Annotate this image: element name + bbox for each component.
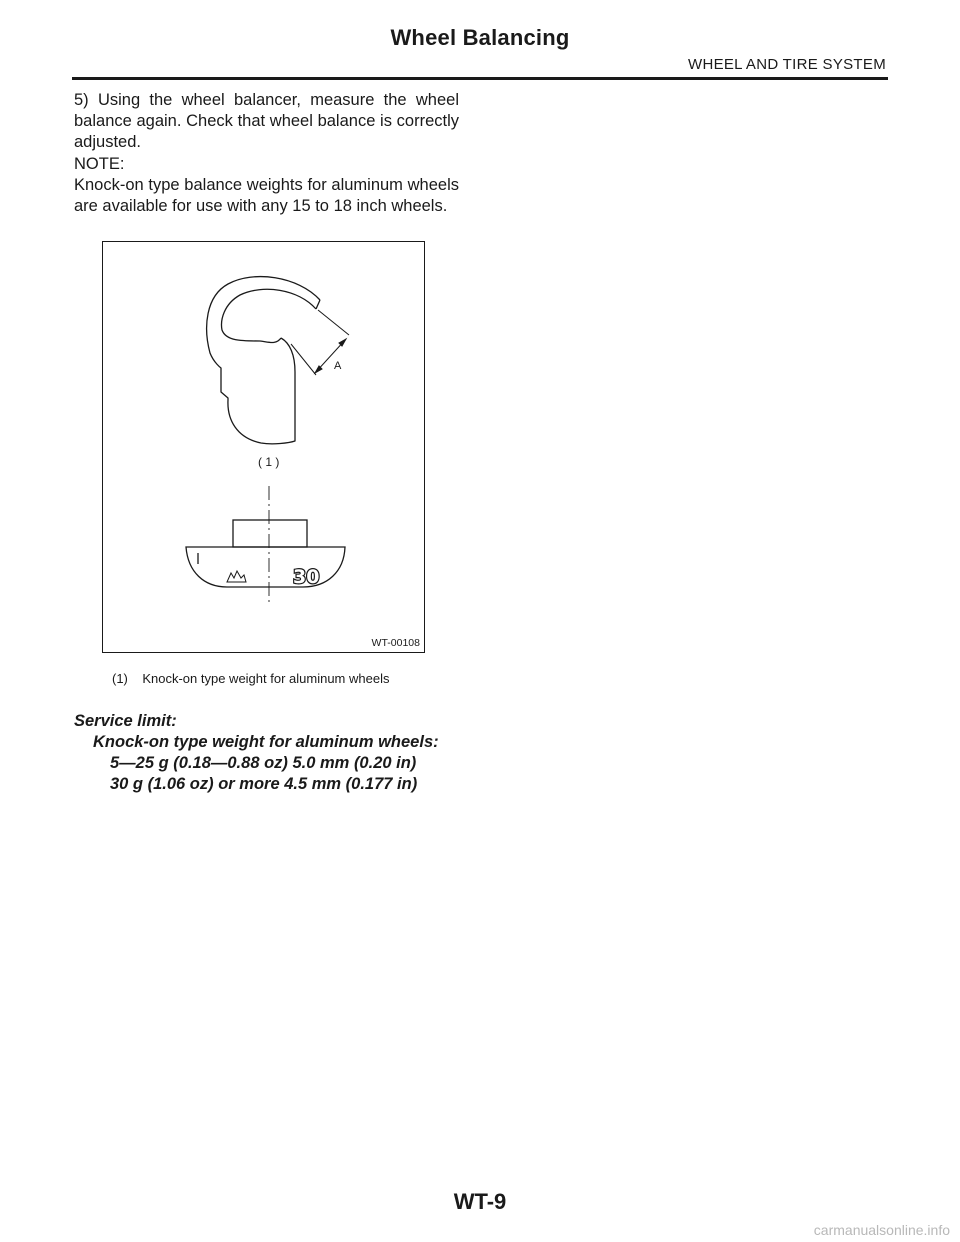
weight-marking: 30: [293, 566, 320, 588]
weight-profile: [207, 277, 320, 444]
figure-caption: (1) Knock-on type weight for aluminum wheels: [112, 671, 390, 686]
part-label: ( 1 ): [258, 455, 280, 469]
figure-code: WT-00108: [371, 637, 420, 649]
spec-subtitle: Knock-on type weight for aluminum wheels:: [93, 733, 439, 751]
page-title: Wheel Balancing: [390, 25, 570, 50]
note-text: Knock-on type balance weights for aluminum wheels are available for use with any 15 to 18 inch wheels.: [74, 176, 459, 215]
dimension-a-label: A: [334, 360, 342, 372]
spec-value-1: 5—25 g (0.18—0.88 oz) 5.0 mm (0.20 in): [110, 754, 417, 772]
weight-illustration: [103, 242, 426, 654]
header-rule: [72, 77, 888, 80]
step-text: 5) Using the wheel balancer, measure the wheel balance again. Check that wheel balance is correctly adjusted.: [74, 91, 459, 151]
weight-figure: [102, 241, 425, 653]
note-label: NOTE:: [74, 155, 125, 173]
section-title: WHEEL AND TIRE SYSTEM: [687, 56, 886, 73]
weight-top-view: [186, 520, 345, 587]
watermark: carmanualsonline.info: [813, 1222, 950, 1238]
spec-title: Service limit:: [74, 712, 177, 730]
spec-value-2: 30 g (1.06 oz) or more 4.5 mm (0.177 in): [110, 775, 418, 793]
page-number: WT-9: [453, 1189, 507, 1214]
